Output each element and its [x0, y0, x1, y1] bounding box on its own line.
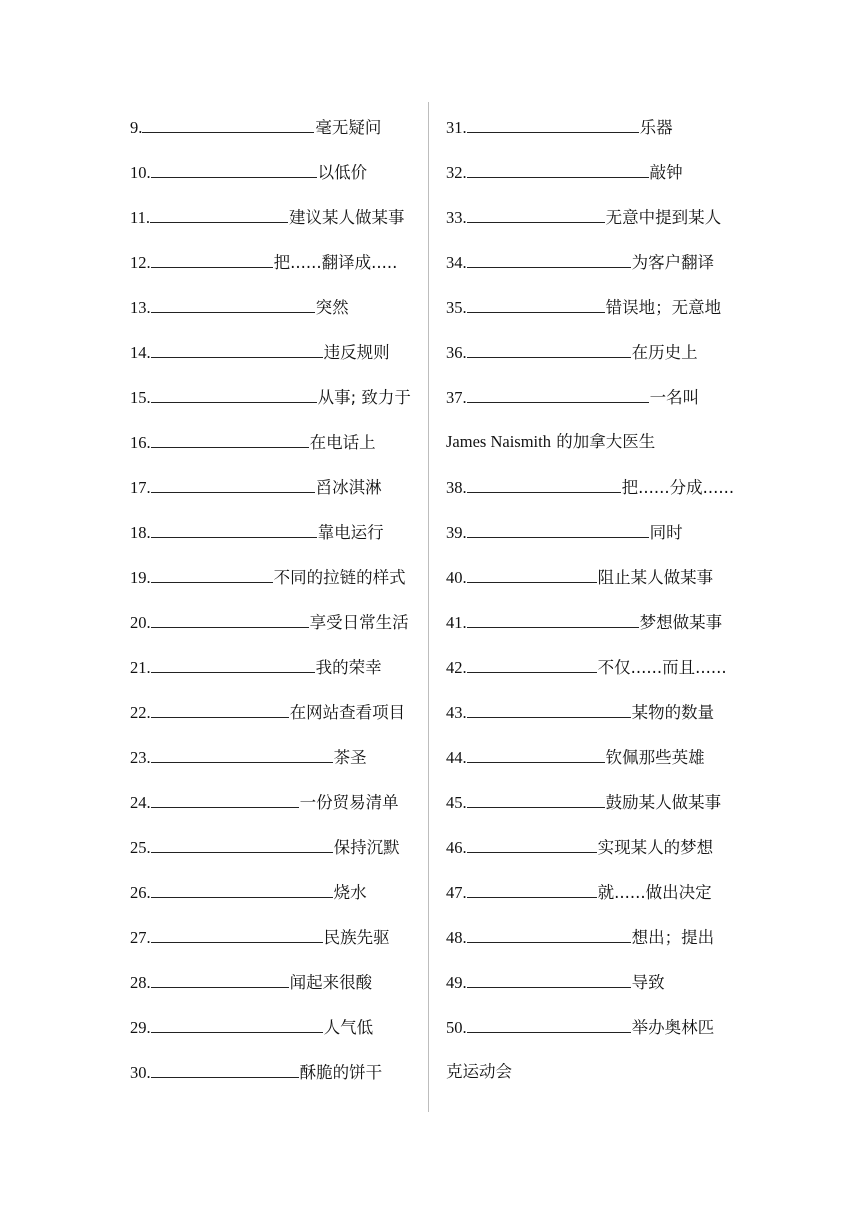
- answer-blank[interactable]: [151, 967, 289, 988]
- item-number: 32.: [446, 163, 467, 182]
- answer-blank[interactable]: [151, 1057, 299, 1078]
- item-number: 30.: [130, 1063, 151, 1082]
- answer-blank[interactable]: [467, 562, 597, 583]
- column-divider: [428, 102, 429, 1112]
- item-meaning: 错误地；无意地: [605, 298, 722, 317]
- item-meaning: 敲钟: [649, 163, 683, 182]
- answer-blank[interactable]: [151, 742, 333, 763]
- item-number: 42.: [446, 658, 467, 677]
- item-meaning: 克运动会: [446, 1062, 512, 1081]
- item-number: 13.: [130, 298, 151, 317]
- answer-blank[interactable]: [151, 832, 333, 853]
- item-meaning: 酥脆的饼干: [299, 1063, 383, 1082]
- vocab-item: [446, 427, 746, 472]
- vocab-item: [446, 292, 746, 337]
- vocab-item: [130, 427, 422, 472]
- vocab-item: [446, 742, 746, 787]
- item-number: 23.: [130, 748, 151, 767]
- answer-blank[interactable]: [151, 427, 309, 448]
- answer-blank[interactable]: [467, 517, 649, 538]
- answer-blank[interactable]: [151, 1012, 323, 1033]
- vocab-item: [130, 112, 422, 157]
- vocab-item: [130, 472, 422, 517]
- item-meaning: 某物的数量: [631, 703, 715, 722]
- answer-blank[interactable]: [467, 1012, 631, 1033]
- item-number: 25.: [130, 838, 151, 857]
- vocab-item: [130, 607, 422, 652]
- vocab-item: [446, 967, 746, 1012]
- item-number: 16.: [130, 433, 151, 452]
- vocab-item: [446, 697, 746, 742]
- vocab-item: [446, 112, 746, 157]
- answer-blank[interactable]: [467, 382, 649, 403]
- vocab-item: [130, 787, 422, 832]
- item-number: 9.: [130, 118, 143, 137]
- vocab-item: [446, 382, 746, 427]
- answer-blank[interactable]: [467, 922, 631, 943]
- item-meaning: 违反规则: [323, 343, 390, 362]
- answer-blank[interactable]: [467, 292, 605, 313]
- right-column: [446, 112, 746, 1102]
- item-meaning: 舀冰淇淋: [315, 478, 382, 497]
- answer-blank[interactable]: [151, 247, 273, 268]
- item-meaning: 不同的拉链的样式: [273, 568, 406, 587]
- item-meaning: 突然: [315, 298, 349, 317]
- answer-blank[interactable]: [467, 247, 631, 268]
- vocab-item: [130, 922, 422, 967]
- vocab-item: [130, 157, 422, 202]
- vocab-item: [130, 202, 422, 247]
- item-number: 38.: [446, 478, 467, 497]
- answer-blank[interactable]: [151, 562, 273, 583]
- vocab-item: [130, 877, 422, 922]
- item-number: 43.: [446, 703, 467, 722]
- vocab-item: [130, 247, 422, 292]
- item-number: 40.: [446, 568, 467, 587]
- item-number: 15.: [130, 388, 151, 407]
- item-meaning: 举办奥林匹: [631, 1018, 715, 1037]
- vocab-item: [130, 562, 422, 607]
- vocab-item: [446, 1012, 746, 1057]
- item-number: 20.: [130, 613, 151, 632]
- answer-blank[interactable]: [467, 832, 597, 853]
- vocab-item: [130, 517, 422, 562]
- item-meaning: 民族先驱: [323, 928, 390, 947]
- vocab-item: [130, 832, 422, 877]
- answer-blank[interactable]: [467, 202, 605, 223]
- vocab-item: [446, 832, 746, 877]
- answer-blank[interactable]: [467, 787, 605, 808]
- item-meaning: 为客户翻译: [631, 253, 715, 272]
- answer-blank[interactable]: [467, 157, 649, 178]
- answer-blank[interactable]: [151, 517, 317, 538]
- answer-blank[interactable]: [151, 157, 317, 178]
- answer-blank[interactable]: [142, 112, 314, 133]
- vocab-item: [130, 382, 422, 427]
- item-meaning: 从事; 致力于: [317, 388, 411, 407]
- item-meaning: 保持沉默: [333, 838, 400, 857]
- vocab-item: [446, 922, 746, 967]
- answer-blank[interactable]: [467, 967, 631, 988]
- item-number: 29.: [130, 1018, 151, 1037]
- item-meaning: 阻止某人做某事: [597, 568, 714, 587]
- answer-blank[interactable]: [467, 607, 639, 628]
- answer-blank[interactable]: [151, 877, 333, 898]
- left-column: [130, 112, 422, 1102]
- item-number: 45.: [446, 793, 467, 812]
- item-meaning: 享受日常生活: [309, 613, 409, 632]
- item-number: 24.: [130, 793, 151, 812]
- vocab-item: [446, 652, 746, 697]
- item-meaning: 就......做出决定: [597, 883, 712, 902]
- answer-blank[interactable]: [467, 472, 621, 493]
- item-meaning: 闻起来很酸: [289, 973, 373, 992]
- item-number: 39.: [446, 523, 467, 542]
- vocab-item: [446, 157, 746, 202]
- item-meaning: 人气低: [323, 1018, 374, 1037]
- answer-blank[interactable]: [151, 292, 315, 313]
- vocab-item: [446, 787, 746, 832]
- item-number: 31.: [446, 118, 467, 137]
- item-number: 33.: [446, 208, 467, 227]
- answer-blank[interactable]: [151, 922, 323, 943]
- item-meaning: 在电话上: [309, 433, 376, 452]
- item-number: 48.: [446, 928, 467, 947]
- item-number: 49.: [446, 973, 467, 992]
- item-meaning: 钦佩那些英雄: [605, 748, 705, 767]
- item-name-prefix: James Naismith: [446, 432, 551, 451]
- answer-blank[interactable]: [467, 742, 605, 763]
- item-number: 26.: [130, 883, 151, 902]
- item-number: 46.: [446, 838, 467, 857]
- item-number: 44.: [446, 748, 467, 767]
- item-number: 34.: [446, 253, 467, 272]
- answer-blank[interactable]: [467, 652, 597, 673]
- item-meaning: 实现某人的梦想: [597, 838, 714, 857]
- item-number: 19.: [130, 568, 151, 587]
- item-number: 36.: [446, 343, 467, 362]
- vocab-item: [130, 1057, 422, 1102]
- item-number: 12.: [130, 253, 151, 272]
- item-meaning: 同时: [649, 523, 683, 542]
- answer-blank[interactable]: [150, 202, 288, 223]
- answer-blank[interactable]: [151, 607, 309, 628]
- vocab-item: [130, 337, 422, 382]
- item-meaning: 导致: [631, 973, 665, 992]
- item-number: 14.: [130, 343, 151, 362]
- item-meaning: 不仅......而且......: [597, 658, 727, 677]
- vocab-item: [130, 967, 422, 1012]
- item-meaning: 在网站查看项目: [289, 703, 406, 722]
- item-meaning: 梦想做某事: [639, 613, 723, 632]
- item-number: 11.: [130, 208, 151, 227]
- answer-blank[interactable]: [467, 337, 631, 358]
- item-meaning: 我的荣幸: [315, 658, 382, 677]
- item-meaning: 无意中提到某人: [605, 208, 722, 227]
- item-number: 22.: [130, 703, 151, 722]
- item-number: 35.: [446, 298, 467, 317]
- item-meaning: 把......分成......: [621, 478, 735, 497]
- item-number: 10.: [130, 163, 151, 182]
- item-meaning: 想出；提出: [631, 928, 715, 947]
- item-meaning: 一名叫: [649, 388, 700, 407]
- vocab-item: [446, 562, 746, 607]
- item-number: 21.: [130, 658, 151, 677]
- vocab-item: [130, 697, 422, 742]
- item-number: 18.: [130, 523, 151, 542]
- vocab-item: [446, 337, 746, 382]
- answer-blank[interactable]: [467, 697, 631, 718]
- item-number: 28.: [130, 973, 151, 992]
- answer-blank[interactable]: [151, 337, 323, 358]
- item-meaning: 烧水: [333, 883, 367, 902]
- item-meaning: 建议某人做某事: [289, 208, 405, 227]
- vocab-item: [446, 877, 746, 922]
- item-number: 17.: [130, 478, 151, 497]
- item-number: 37.: [446, 388, 467, 407]
- item-number: 41.: [446, 613, 467, 632]
- answer-blank[interactable]: [467, 877, 597, 898]
- item-meaning: 以低价: [317, 163, 368, 182]
- vocab-item: [446, 517, 746, 562]
- item-meaning: 茶圣: [333, 748, 367, 767]
- vocab-item: [130, 652, 422, 697]
- answer-blank[interactable]: [151, 652, 315, 673]
- answer-blank[interactable]: [151, 787, 299, 808]
- vocab-item: [446, 1057, 746, 1102]
- item-number: 27.: [130, 928, 151, 947]
- answer-blank[interactable]: [151, 382, 317, 403]
- item-meaning: 鼓励某人做某事: [605, 793, 722, 812]
- item-number: 47.: [446, 883, 467, 902]
- vocab-item: [130, 1012, 422, 1057]
- item-meaning: 乐器: [639, 118, 673, 137]
- item-meaning: 把......翻译成.....: [273, 253, 398, 272]
- vocab-item: [446, 202, 746, 247]
- item-meaning: 的加拿大医生: [550, 432, 656, 451]
- vocab-item: [446, 607, 746, 652]
- answer-blank[interactable]: [151, 472, 315, 493]
- item-meaning: 一份贸易清单: [299, 793, 399, 812]
- vocab-item: [446, 472, 746, 517]
- item-meaning: 毫无疑问: [315, 118, 382, 137]
- item-number: 50.: [446, 1018, 467, 1037]
- vocab-item: [130, 292, 422, 337]
- item-meaning: 靠电运行: [317, 523, 384, 542]
- item-meaning: 在历史上: [631, 343, 698, 362]
- answer-blank[interactable]: [467, 112, 639, 133]
- vocab-item: [446, 247, 746, 292]
- answer-blank[interactable]: [151, 697, 289, 718]
- vocab-item: [130, 742, 422, 787]
